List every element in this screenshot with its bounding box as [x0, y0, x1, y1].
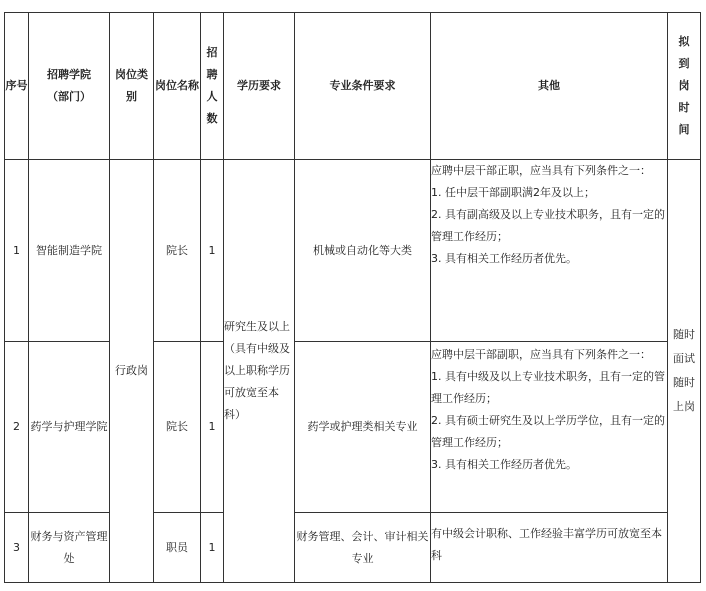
other-line: 3. 具有相关工作经历者优先。 — [431, 252, 577, 265]
other-line: 2. 具有硕士研究生及以上学历学位，且有一定的管理工作经历； — [431, 414, 665, 449]
row-college: 药学与护理学院 — [29, 342, 110, 513]
header-college-line2: （部门） — [47, 90, 91, 103]
header-college-line1: 招聘学院 — [47, 68, 91, 81]
shared-post-type: 行政岗 — [110, 160, 154, 583]
header-row — [5, 13, 701, 160]
row-post-name: 院长 — [154, 342, 201, 513]
other-line: 有中级会计职称、工作经验丰富学历可放宽至本科 — [431, 527, 662, 562]
row-count: 1 — [201, 342, 224, 513]
header-arrival-char: 岗 — [678, 79, 690, 92]
header-major: 专业条件要求 — [295, 13, 431, 160]
header-education: 学历要求 — [224, 13, 295, 160]
header-post-name: 岗位名称 — [154, 13, 201, 160]
other-line: 1. 具有中级及以上专业技术职务，且有一定的管理工作经历； — [431, 370, 665, 405]
row-seq: 3 — [5, 513, 29, 583]
recruitment-table — [4, 12, 701, 583]
header-arrival — [668, 13, 701, 160]
header-count-char: 聘 — [206, 68, 218, 81]
header-count-char: 人 — [206, 90, 218, 103]
row-major: 药学或护理类相关专业 — [295, 342, 431, 513]
header-seq-text: 序号 — [5, 79, 28, 92]
row-post-name: 院长 — [154, 160, 201, 342]
row-seq: 2 — [5, 342, 29, 513]
header-other: 其他 — [431, 13, 668, 160]
row-college: 财务与资产管理处 — [29, 513, 110, 583]
row-other — [431, 342, 668, 513]
row-other — [431, 513, 668, 583]
other-line: 2. 具有副高级及以上专业技术职务，且有一定的管理工作经历； — [431, 208, 665, 243]
header-count-char: 数 — [206, 112, 218, 125]
table-row — [5, 160, 701, 342]
header-seq — [5, 13, 29, 160]
table-row — [5, 513, 701, 583]
header-college — [29, 13, 110, 160]
table-row — [5, 342, 701, 513]
other-line: 应聘中层干部正职，应当具有下列条件之一： — [431, 164, 651, 177]
row-count: 1 — [201, 513, 224, 583]
shared-education: 研究生及以上（具有中级及以上职称学历可放宽至本科） — [224, 160, 295, 583]
row-post-name: 职员 — [154, 513, 201, 583]
header-count-char: 招 — [206, 46, 218, 59]
other-line: 3. 具有相关工作经历者优先。 — [431, 458, 577, 471]
other-line: 应聘中层干部副职，应当具有下列条件之一： — [431, 348, 651, 361]
row-other — [431, 160, 668, 342]
header-arrival-char: 间 — [678, 123, 690, 136]
shared-arrival: 随时面试随时上岗 — [668, 160, 701, 583]
other-line: 1. 任中层干部副职满2年及以上； — [431, 186, 595, 199]
row-college: 智能制造学院 — [29, 160, 110, 342]
header-count — [201, 13, 224, 160]
row-major: 机械或自动化等大类 — [295, 160, 431, 342]
header-arrival-char: 拟 — [678, 35, 690, 48]
row-count: 1 — [201, 160, 224, 342]
row-major: 财务管理、会计、审计相关专业 — [295, 513, 431, 583]
row-seq: 1 — [5, 160, 29, 342]
header-arrival-char: 到 — [678, 57, 690, 70]
header-arrival-char: 时 — [678, 101, 690, 114]
header-post-type: 岗位类别 — [110, 13, 154, 160]
